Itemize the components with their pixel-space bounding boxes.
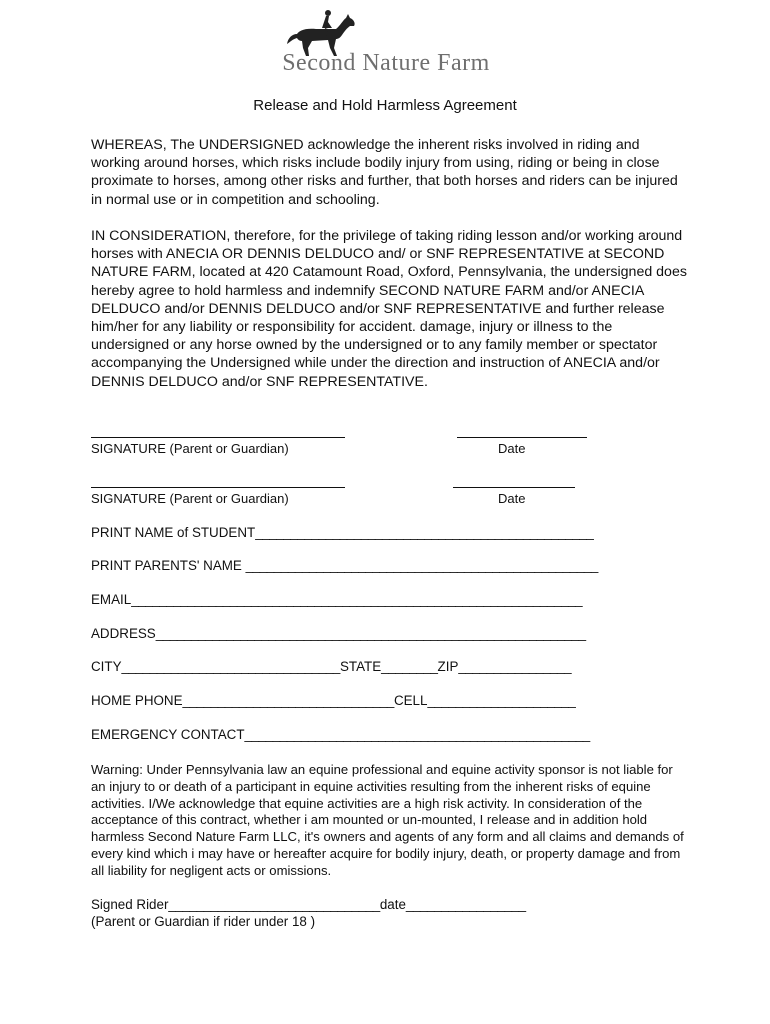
emergency-contact-blank[interactable]: _________________________________________________ [244, 727, 590, 742]
signed-rider-label: Signed Rider [91, 897, 169, 912]
date-line-1[interactable] [457, 437, 587, 438]
city-label: CITY [91, 659, 122, 674]
email-field[interactable] [91, 592, 582, 607]
state-blank[interactable]: ________ [381, 659, 438, 674]
date-label-2: Date [498, 491, 526, 506]
farm-logo [260, 8, 512, 76]
signature-label-1: SIGNATURE (Parent or Guardian) [91, 441, 289, 456]
address-blank[interactable]: _____________________________________________________________ [155, 626, 586, 641]
home-phone-label: HOME PHONE [91, 693, 183, 708]
student-name-field[interactable] [91, 525, 593, 540]
whereas-paragraph: WHEREAS, The UNDERSIGNED acknowledge the inherent risks involved in riding and working around horses, which risks include bodily injury from using, riding or being in close proximate to horses, among other risks and further, that both horses and riders can be injured in normal use or in competition and schooling. [91, 137, 678, 208]
student-name-blank[interactable]: ________________________________________________ [255, 525, 594, 540]
cell-blank[interactable]: _____________________ [427, 693, 576, 708]
date-label-1: Date [498, 441, 526, 456]
warning-paragraph: Warning: Under Pennsylvania law an equine professional and equine activity sponsor is not liable for an injury to or death of a participant in equine activities resulting from the inherent risks of equine activities. I/We acknowledge that equine activities are a high risk activity. In consideration of the acceptance of this contract, whether i am mounted or un-mounted, I release and in addition hold harmless Second Nature Farm LLC, it's owners and agents of any form and all claims and demands of every kind which i may have or hereafter acquire for bodily injury, death, or property damage and from all liability for negligent acts or omissions. [91, 762, 684, 878]
emergency-contact-label: EMERGENCY CONTACT [91, 727, 245, 742]
signature-line-2[interactable] [91, 487, 345, 488]
signature-line-1[interactable] [91, 437, 345, 438]
city-state-zip-field[interactable] [91, 659, 571, 674]
zip-blank[interactable]: ________________ [458, 659, 572, 674]
logo-text: Second Nature Farm [282, 50, 490, 76]
home-phone-blank[interactable]: ______________________________ [182, 693, 394, 708]
signed-rider-line[interactable] [91, 896, 526, 913]
address-label: ADDRESS [91, 626, 156, 641]
state-label: STATE [339, 659, 382, 674]
parents-name-blank[interactable]: __________________________________________________ [245, 558, 598, 573]
zip-label: ZIP [437, 659, 459, 674]
cell-label: CELL [393, 693, 428, 708]
emergency-contact-field[interactable] [91, 727, 590, 742]
address-field[interactable] [91, 626, 586, 641]
signed-rider-block [91, 896, 526, 930]
email-blank[interactable]: ________________________________________________________________ [131, 592, 583, 607]
consideration-paragraph: IN CONSIDERATION, therefore, for the privilege of taking riding lesson and/or working around horses with ANECIA OR DENNIS DELDUCO and/ or SNF REPRESENTATIVE at SECOND NATURE FARM, located at 420 Catamount Road, Oxford, Pennsylvania, the undersigned does hereby agree to hold harmless and indemnify SECOND NATURE FARM and/or ANECIA DELDUCO and/or DENNIS DELDUCO and/or SNF REPRESENTATIVE and further release him/her for any liability or responsibility for accident. damage, injury or illness to the undersigned or any horse owned by the undersigned or to any family member or spectator accompanying the Undersigned while under the direction and instruction of ANECIA and/or DENNIS DELDUCO and/or SNF REPRESENTATIVE. [91, 228, 687, 390]
email-label: EMAIL [91, 592, 132, 607]
document-title: Release and Hold Harmless Agreement [253, 97, 517, 114]
signed-rider-blank[interactable]: ______________________________ [168, 897, 380, 912]
date-line-2[interactable] [453, 487, 575, 488]
city-blank[interactable]: _______________________________ [121, 659, 340, 674]
student-name-label: PRINT NAME of STUDENT [91, 525, 256, 540]
signed-rider-note: (Parent or Guardian if rider under 18 ) [91, 914, 316, 929]
phone-field[interactable] [91, 693, 575, 708]
signed-date-label: date [379, 897, 406, 912]
signature-label-2: SIGNATURE (Parent or Guardian) [91, 491, 289, 506]
parents-name-field[interactable] [91, 558, 598, 573]
parents-name-label: PRINT PARENTS' NAME [91, 558, 246, 573]
signed-date-blank[interactable]: _________________ [405, 897, 526, 912]
